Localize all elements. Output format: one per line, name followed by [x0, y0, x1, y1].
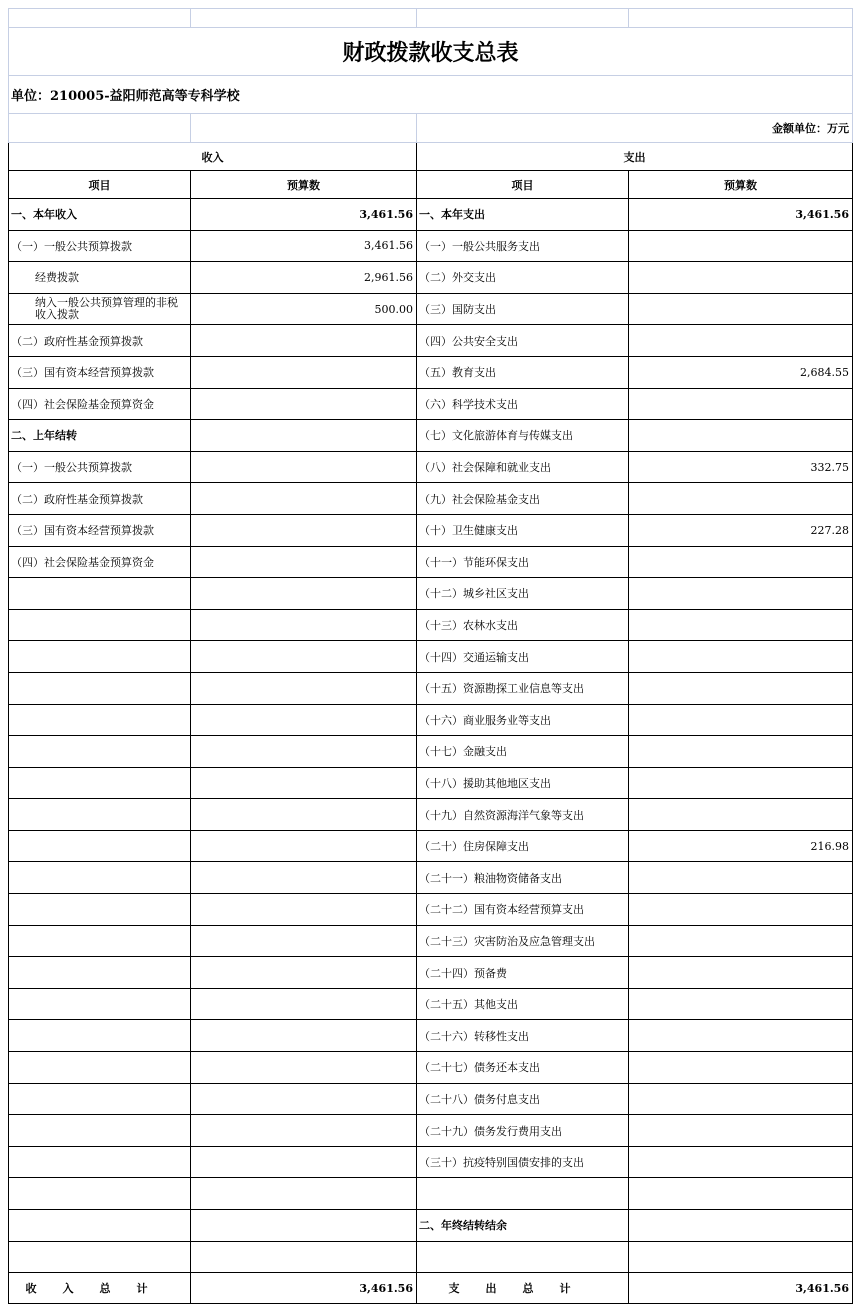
expense-total-value: 3,461.56: [629, 1273, 853, 1304]
expense-value-cell: [629, 388, 853, 420]
income-item-cell: 纳入一般公共预算管理的非税收入拨款: [9, 293, 191, 325]
income-value-cell: [191, 578, 417, 610]
income-item-cell: [9, 1083, 191, 1115]
income-value-cell: [191, 767, 417, 799]
income-total-label: 收入总计: [9, 1273, 191, 1304]
expense-value-cell: 227.28: [629, 514, 853, 546]
income-budget-header: 预算数: [191, 171, 417, 199]
income-value-cell: [191, 736, 417, 768]
income-item-cell: [9, 957, 191, 989]
amount-unit-label: 金额单位：万元: [417, 114, 853, 143]
income-item-cell: （三）国有资本经营预算拨款: [9, 356, 191, 388]
income-value-cell: [191, 830, 417, 862]
income-item-cell: [9, 799, 191, 831]
income-item-cell: [9, 862, 191, 894]
income-value-cell: [191, 799, 417, 831]
expense-value-cell: [629, 230, 853, 262]
table-row: [9, 1115, 853, 1147]
income-value-cell: [191, 641, 417, 673]
totals-row: [9, 1273, 853, 1304]
income-item-cell: [9, 894, 191, 926]
expense-item-cell: （十二）城乡社区支出: [417, 578, 629, 610]
income-value-cell: [191, 925, 417, 957]
expense-item-cell: 一、本年支出: [417, 199, 629, 231]
expense-value-cell: [629, 483, 853, 515]
income-value-cell: [191, 1241, 417, 1273]
expense-value-cell: 3,461.56: [629, 199, 853, 231]
income-value-cell: [191, 388, 417, 420]
income-value-cell: [191, 988, 417, 1020]
table-row: [9, 483, 853, 515]
table-row: [9, 546, 853, 578]
amount-unit-row: [9, 114, 853, 143]
expense-item-cell: （九）社会保险基金支出: [417, 483, 629, 515]
expense-value-cell: [629, 1210, 853, 1242]
expense-total-label: 支出总计: [417, 1273, 629, 1304]
expense-value-cell: 216.98: [629, 830, 853, 862]
table-row: [9, 894, 853, 926]
expense-item-cell: （十九）自然资源海洋气象等支出: [417, 799, 629, 831]
income-item-cell: [9, 1178, 191, 1210]
income-item-cell: （二）政府性基金预算拨款: [9, 325, 191, 357]
expense-item-cell: （二十一）粮油物资储备支出: [417, 862, 629, 894]
income-item-cell: [9, 988, 191, 1020]
table-row: [9, 293, 853, 325]
income-item-cell: [9, 925, 191, 957]
page-title: 财政拨款收支总表: [9, 28, 853, 76]
income-item-cell: [9, 1115, 191, 1147]
expense-item-cell: （十八）援助其他地区支出: [417, 767, 629, 799]
income-value-cell: [191, 704, 417, 736]
expense-value-cell: [629, 1241, 853, 1273]
expense-item-cell: （七）文化旅游体育与传媒支出: [417, 420, 629, 452]
expense-value-cell: [629, 736, 853, 768]
expense-item-cell: （二十九）债务发行费用支出: [417, 1115, 629, 1147]
income-item-cell: （三）国有资本经营预算拨款: [9, 514, 191, 546]
income-header: 收入: [9, 143, 417, 171]
expense-item-cell: （二十八）债务付息支出: [417, 1083, 629, 1115]
expense-item-cell: 二、年终结转结余: [417, 1210, 629, 1242]
table-row: [9, 388, 853, 420]
expense-item-cell: [417, 1241, 629, 1273]
expense-value-cell: [629, 1146, 853, 1178]
expense-value-cell: [629, 546, 853, 578]
expense-value-cell: [629, 988, 853, 1020]
unit-row: [9, 76, 853, 114]
table-row: [9, 1020, 853, 1052]
table-row: [9, 325, 853, 357]
table-row: [9, 988, 853, 1020]
table-row: [9, 1083, 853, 1115]
table-row: [9, 262, 853, 294]
income-value-cell: [191, 672, 417, 704]
expense-value-cell: [629, 1115, 853, 1147]
table-row: [9, 356, 853, 388]
expense-value-cell: [629, 862, 853, 894]
income-item-cell: （四）社会保险基金预算资金: [9, 546, 191, 578]
table-row: [9, 1178, 853, 1210]
expense-value-cell: 332.75: [629, 451, 853, 483]
income-value-cell: [191, 957, 417, 989]
expense-value-cell: [629, 672, 853, 704]
income-value-cell: 3,461.56: [191, 230, 417, 262]
income-item-cell: [9, 672, 191, 704]
table-row: [9, 578, 853, 610]
title-row: [9, 28, 853, 76]
income-value-cell: [191, 1115, 417, 1147]
expense-value-cell: [629, 894, 853, 926]
expense-item-cell: （三）国防支出: [417, 293, 629, 325]
expense-item-cell: （三十）抗疫特别国债安排的支出: [417, 1146, 629, 1178]
expense-value-cell: [629, 767, 853, 799]
expense-value-cell: [629, 578, 853, 610]
income-item-cell: 二、上年结转: [9, 420, 191, 452]
income-item-cell: [9, 1146, 191, 1178]
table-row: [9, 199, 853, 231]
expense-value-cell: [629, 925, 853, 957]
table-row: [9, 862, 853, 894]
income-value-cell: [191, 894, 417, 926]
table-row: [9, 451, 853, 483]
income-item-cell: （一）一般公共预算拨款: [9, 451, 191, 483]
income-value-cell: [191, 546, 417, 578]
table-row: [9, 799, 853, 831]
income-value-cell: [191, 862, 417, 894]
table-row: [9, 609, 853, 641]
income-value-cell: [191, 609, 417, 641]
income-item-cell: （二）政府性基金预算拨款: [9, 483, 191, 515]
table-row: [9, 957, 853, 989]
income-value-cell: 2,961.56: [191, 262, 417, 294]
expense-item-cell: （十五）资源勘探工业信息等支出: [417, 672, 629, 704]
income-value-cell: 3,461.56: [191, 199, 417, 231]
income-value-cell: [191, 1178, 417, 1210]
table-row: [9, 830, 853, 862]
expense-value-cell: [629, 1052, 853, 1084]
income-value-cell: [191, 356, 417, 388]
expense-item-cell: （二十）住房保障支出: [417, 830, 629, 862]
expense-value-cell: [629, 262, 853, 294]
income-value-cell: [191, 1210, 417, 1242]
income-total-value: 3,461.56: [191, 1273, 417, 1304]
income-value-cell: [191, 420, 417, 452]
budget-table: [8, 8, 853, 1304]
table-row: [9, 736, 853, 768]
table-row: [9, 1146, 853, 1178]
income-value-cell: [191, 1083, 417, 1115]
expense-item-cell: （二十三）灾害防治及应急管理支出: [417, 925, 629, 957]
expense-item-cell: （一）一般公共服务支出: [417, 230, 629, 262]
table-row: [9, 925, 853, 957]
expense-value-cell: [629, 704, 853, 736]
table-row: [9, 672, 853, 704]
expense-value-cell: [629, 1020, 853, 1052]
expense-item-cell: （四）公共安全支出: [417, 325, 629, 357]
income-item-cell: [9, 641, 191, 673]
expense-item-cell: （六）科学技术支出: [417, 388, 629, 420]
expense-item-header: 项目: [417, 171, 629, 199]
section-header-row: [9, 143, 853, 171]
expense-item-cell: （十四）交通运输支出: [417, 641, 629, 673]
expense-value-cell: [629, 325, 853, 357]
expense-value-cell: 2,684.55: [629, 356, 853, 388]
expense-item-cell: （十）卫生健康支出: [417, 514, 629, 546]
table-row: [9, 514, 853, 546]
income-value-cell: 500.00: [191, 293, 417, 325]
income-value-cell: [191, 1146, 417, 1178]
expense-item-cell: （十六）商业服务业等支出: [417, 704, 629, 736]
expense-value-cell: [629, 1083, 853, 1115]
income-item-cell: [9, 1210, 191, 1242]
income-item-header: 项目: [9, 171, 191, 199]
expense-value-cell: [629, 641, 853, 673]
table-row: [9, 641, 853, 673]
income-item-cell: [9, 1241, 191, 1273]
expense-item-cell: （二十六）转移性支出: [417, 1020, 629, 1052]
expense-item-cell: （二十七）债务还本支出: [417, 1052, 629, 1084]
expense-item-cell: （十七）金融支出: [417, 736, 629, 768]
expense-value-cell: [629, 799, 853, 831]
expense-item-cell: （五）教育支出: [417, 356, 629, 388]
expense-item-cell: （二）外交支出: [417, 262, 629, 294]
income-item-cell: [9, 578, 191, 610]
expense-value-cell: [629, 1178, 853, 1210]
income-item-cell: [9, 609, 191, 641]
expense-value-cell: [629, 957, 853, 989]
income-item-cell: [9, 1052, 191, 1084]
expense-item-cell: （二十二）国有资本经营预算支出: [417, 894, 629, 926]
income-item-cell: 一、本年收入: [9, 199, 191, 231]
income-item-cell: （一）一般公共预算拨款: [9, 230, 191, 262]
income-value-cell: [191, 325, 417, 357]
income-item-cell: （四）社会保险基金预算资金: [9, 388, 191, 420]
table-row: [9, 1241, 853, 1273]
expense-value-cell: [629, 420, 853, 452]
income-item-cell: [9, 704, 191, 736]
unit-label: 单位：210005-益阳师范高等专科学校: [9, 76, 853, 114]
column-header-row: [9, 171, 853, 199]
income-item-cell: [9, 830, 191, 862]
expense-value-cell: [629, 609, 853, 641]
income-value-cell: [191, 1020, 417, 1052]
expense-budget-header: 预算数: [629, 171, 853, 199]
income-value-cell: [191, 1052, 417, 1084]
expense-item-cell: [417, 1178, 629, 1210]
expense-value-cell: [629, 293, 853, 325]
income-item-cell: [9, 1020, 191, 1052]
table-row: [9, 704, 853, 736]
income-item-cell: [9, 767, 191, 799]
income-value-cell: [191, 483, 417, 515]
spacer-row: [9, 9, 853, 28]
income-value-cell: [191, 514, 417, 546]
expense-item-cell: （二十四）预备费: [417, 957, 629, 989]
table-row: [9, 1210, 853, 1242]
expense-header: 支出: [417, 143, 853, 171]
income-value-cell: [191, 451, 417, 483]
table-row: [9, 230, 853, 262]
income-item-cell: [9, 736, 191, 768]
table-row: [9, 1052, 853, 1084]
expense-item-cell: （十三）农林水支出: [417, 609, 629, 641]
expense-item-cell: （二十五）其他支出: [417, 988, 629, 1020]
table-row: [9, 767, 853, 799]
income-item-cell: 经费拨款: [9, 262, 191, 294]
expense-item-cell: （八）社会保障和就业支出: [417, 451, 629, 483]
table-row: [9, 420, 853, 452]
expense-item-cell: （十一）节能环保支出: [417, 546, 629, 578]
